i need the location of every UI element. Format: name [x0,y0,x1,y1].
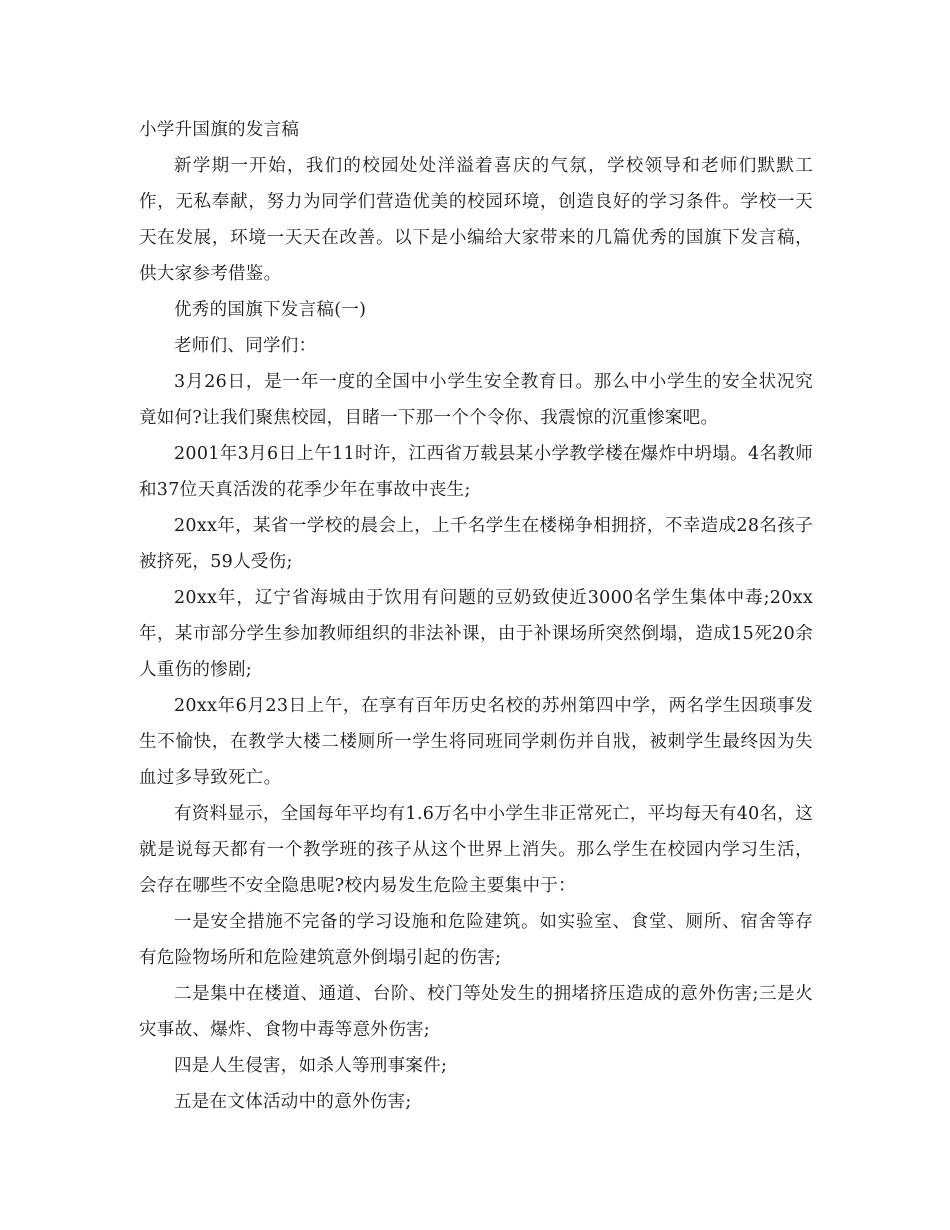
document-page [139,112,813,1120]
paragraph-salutation: 老师们、同学们： [174,336,317,356]
paragraph-section-heading: 优秀的国旗下发言稿(一) [174,300,367,320]
paragraph-safety-day: 3月26日，是一年一度的全国中小学生安全教育日。那么中小学生的安全状况究竟如何?让我们聚焦校园，目睹一下那一个个令你、我震惊的沉重惨案吧。 [139,372,813,428]
paragraph-case-2001: 2001年3月6日上午11时许，江西省万载县某小学教学楼在爆炸中坍塌。4名教师和37位天真活泼的花季少年在事故中丧生; [139,444,813,500]
paragraph-case-stampede: 20xx年，某省一学校的晨会上，上千名学生在楼梯争相拥挤，不幸造成28名孩子被挤死，59人受伤; [139,516,813,572]
paragraph-risk-two-three: 二是集中在楼道、通道、台阶、校门等处发生的拥堵挤压造成的意外伤害;三是火灾事故、爆炸、食物中毒等意外伤害; [139,984,813,1040]
paragraph-case-poisoning: 20xx年，辽宁省海城由于饮用有问题的豆奶致使近3000名学生集体中毒;20xx年，某市部分学生参加教师组织的非法补课，由于补课场所突然倒塌，造成15死20余人重伤的惨剧; [139,588,813,680]
document-title: 小学升国旗的发言稿 [139,120,300,140]
paragraph-risk-one: 一是安全措施不完备的学习设施和危险建筑。如实验室、食堂、厕所、宿舍等存有危险物场所和危险建筑意外倒塌引起的伤害; [139,912,813,968]
paragraph-risk-five: 五是在文体活动中的意外伤害; [174,1092,412,1112]
paragraph-case-suzhou: 20xx年6月23日上午，在享有百年历史名校的苏州第四中学，两名学生因琐事发生不愉快，在教学大楼二楼厕所一学生将同班同学刺伤并自戕，被刺学生最终因为失血过多导致死亡。 [139,696,813,788]
paragraph-statistics: 有资料显示，全国每年平均有1.6万名中小学生非正常死亡，平均每天有40名，这就是说每天都有一个教学班的孩子从这个世界上消失。那么学生在校园内学习生活，会存在哪些不安全隐患呢?校内易发生危险主要集中于： [139,804,813,896]
paragraph-intro: 新学期一开始，我们的校园处处洋溢着喜庆的气氛，学校领导和老师们默默工作，无私奉献，努力为同学们营造优美的校园环境，创造良好的学习条件。学校一天天在发展，环境一天天在改善。以下是小编给大家带来的几篇优秀的国旗下发言稿，供大家参考借鉴。 [139,156,813,284]
paragraph-risk-four: 四是人生侵害，如杀人等刑事案件; [174,1056,448,1076]
